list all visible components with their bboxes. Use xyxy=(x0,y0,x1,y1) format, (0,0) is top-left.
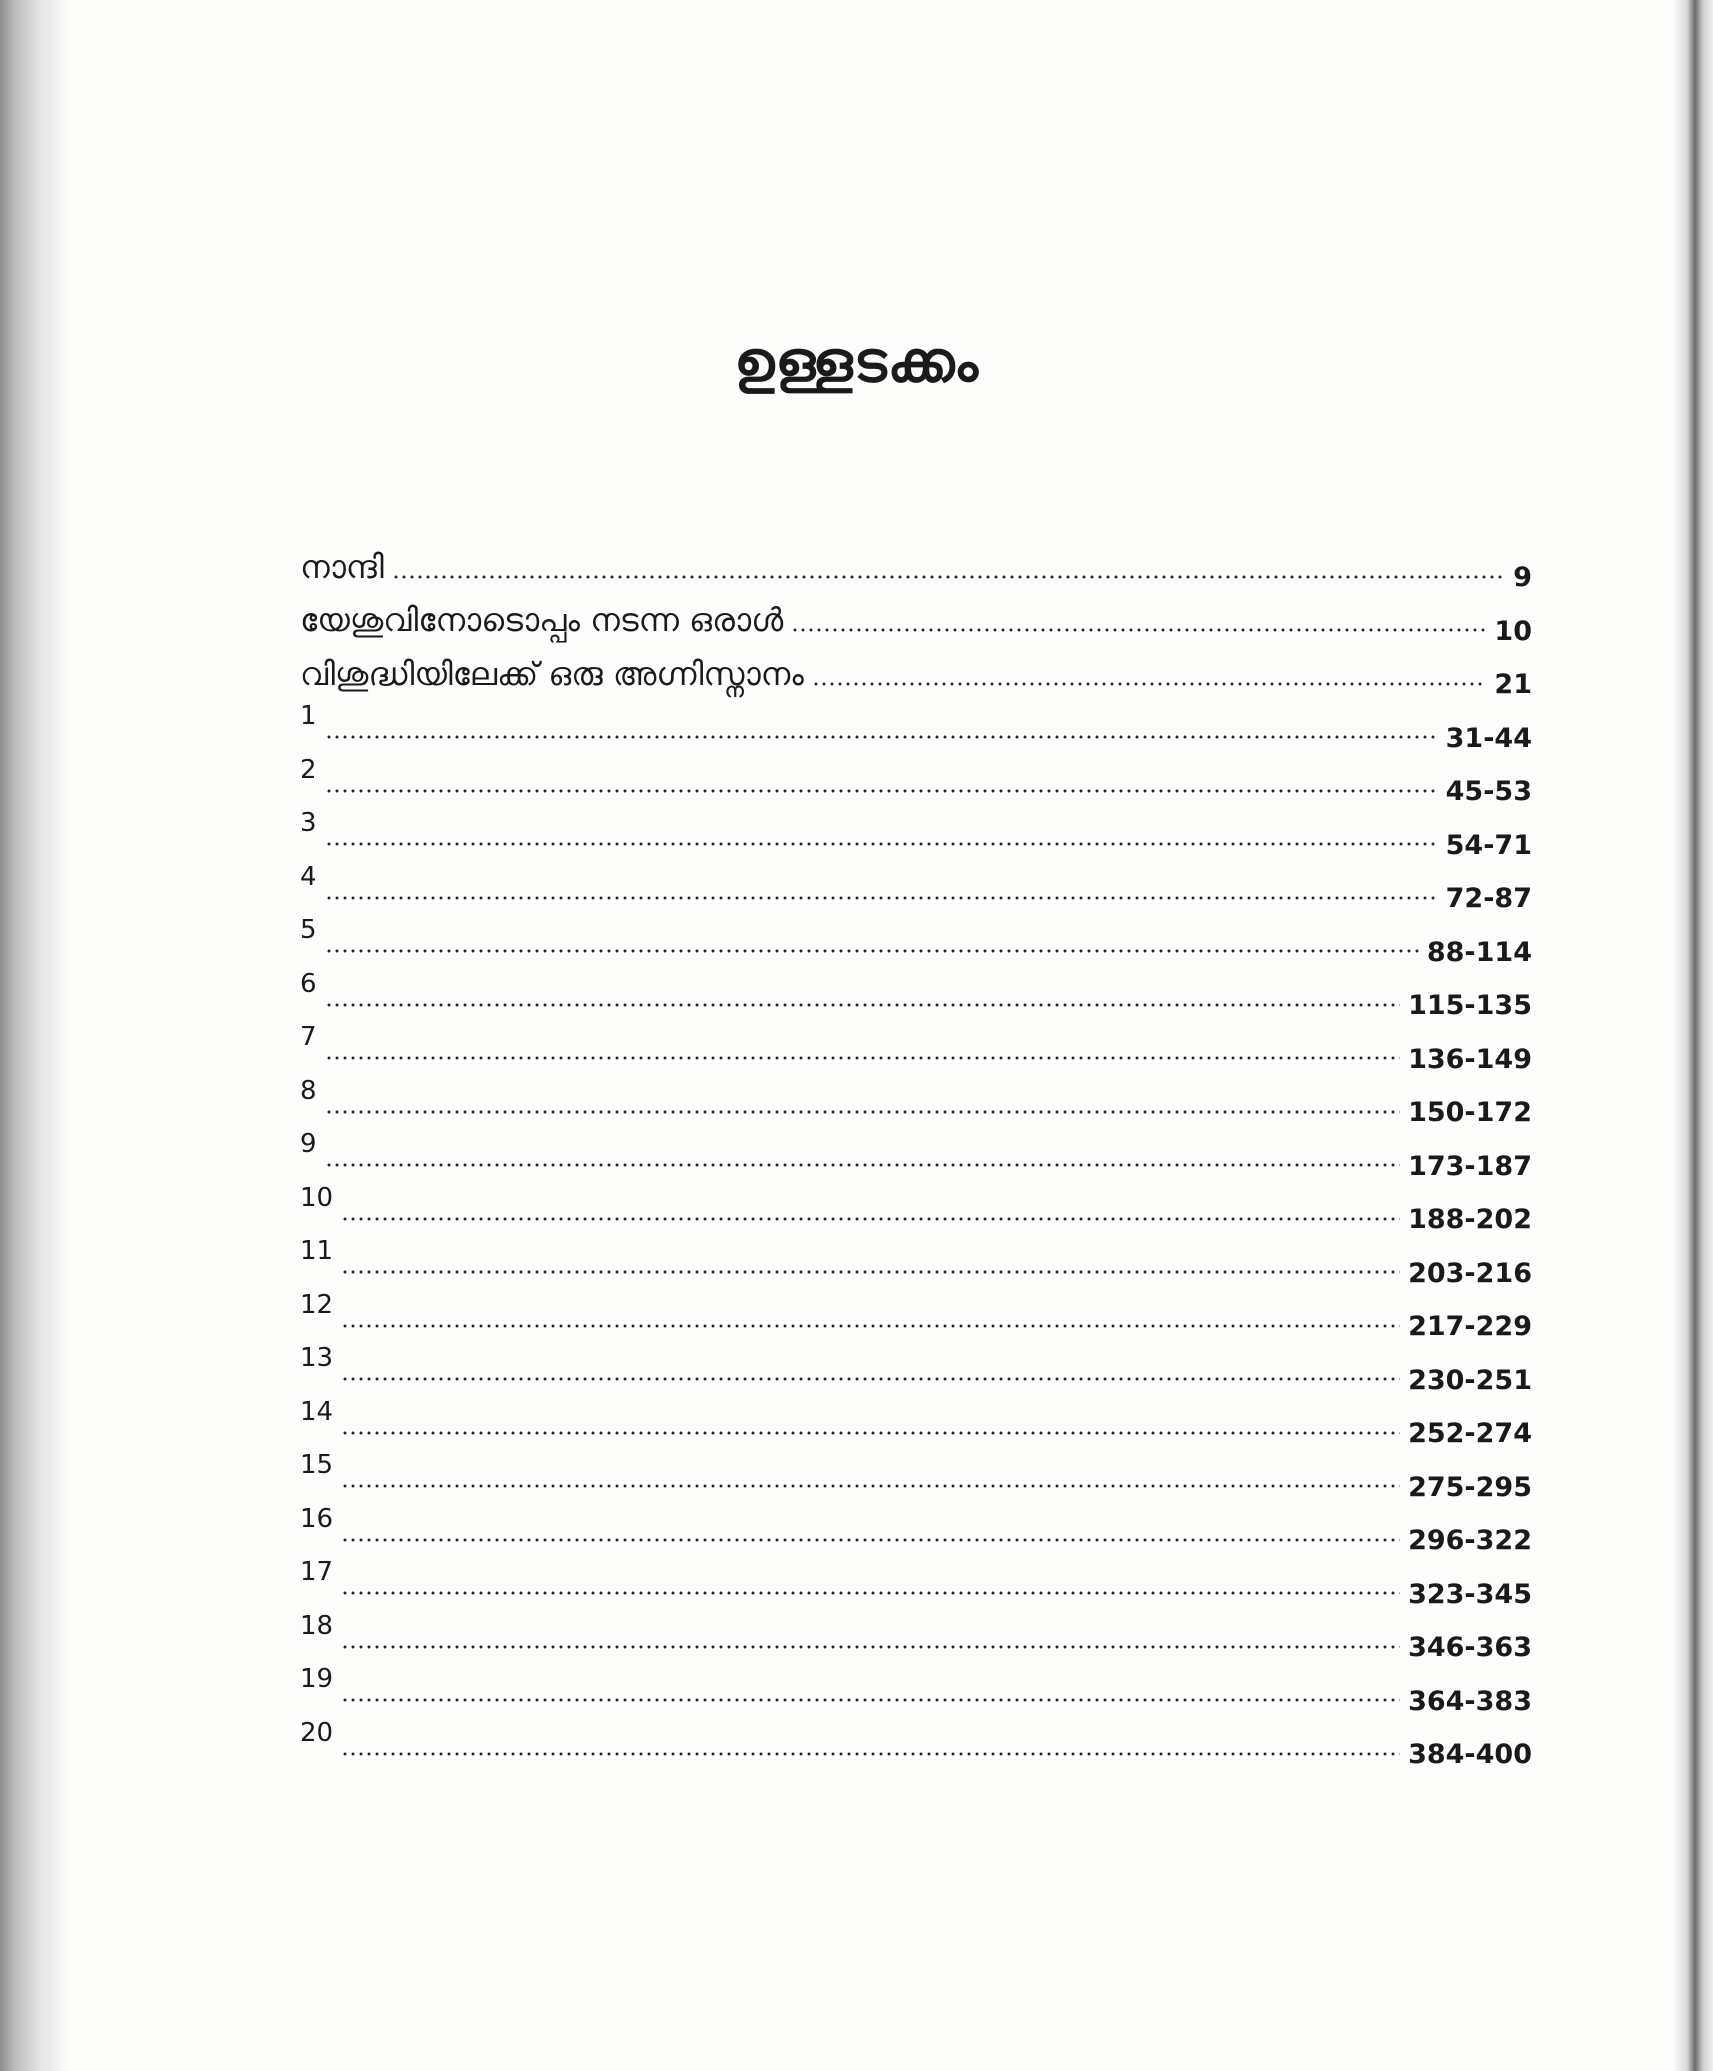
toc-entry-label: 4 xyxy=(300,861,317,892)
toc-entry xyxy=(300,1121,1532,1182)
toc-entry-label: 9 xyxy=(300,1129,317,1160)
toc-entry-label: 1 xyxy=(300,701,317,732)
toc-entry-pages: 150-172 xyxy=(1408,1097,1532,1129)
dot-leader xyxy=(341,1430,1400,1436)
toc-entry-label: വിശുദ്ധിയിലേക്ക് ഒരു അഗ്നിസ്നാനം xyxy=(300,654,804,693)
dot-leader xyxy=(341,1751,1400,1757)
toc-entry-pages: 275-295 xyxy=(1408,1471,1532,1503)
toc-entry xyxy=(300,1709,1532,1771)
dot-leader xyxy=(325,1055,1401,1061)
toc-entry-pages: 296-322 xyxy=(1408,1525,1532,1557)
toc-entry-label: 18 xyxy=(300,1610,334,1641)
dot-leader xyxy=(341,1537,1400,1543)
toc-entry-pages: 31-44 xyxy=(1445,722,1532,754)
dot-leader xyxy=(325,1109,1401,1115)
toc-entry-label: 7 xyxy=(300,1022,317,1053)
toc-entry-label: 11 xyxy=(300,1236,334,1267)
dot-leader xyxy=(325,1002,1401,1008)
toc-entry xyxy=(300,1602,1532,1664)
dot-leader xyxy=(341,1697,1400,1703)
toc-entry-label: 15 xyxy=(300,1450,334,1481)
toc-entry-pages: 364-383 xyxy=(1408,1685,1532,1717)
toc-entry xyxy=(300,1281,1532,1343)
toc-entry xyxy=(300,1228,1532,1289)
toc-entry-pages: 230-251 xyxy=(1408,1364,1532,1396)
toc-entry-pages: 136-149 xyxy=(1408,1043,1532,1075)
toc-entry-pages: 9 xyxy=(1513,562,1532,594)
toc-entry xyxy=(300,1495,1532,1557)
dot-leader xyxy=(341,1644,1400,1650)
toc-entry-pages: 384-400 xyxy=(1408,1739,1532,1771)
toc-entry-label: 10 xyxy=(300,1182,334,1213)
toc-entry-label: 13 xyxy=(300,1343,334,1374)
toc-entry-pages: 346-363 xyxy=(1408,1632,1532,1664)
toc-entry-pages: 115-135 xyxy=(1408,990,1532,1022)
toc-entry-label: 16 xyxy=(300,1503,334,1534)
toc-entry-label: 6 xyxy=(300,968,317,999)
toc-entry-label: 19 xyxy=(300,1664,334,1695)
toc-entry xyxy=(300,1014,1532,1075)
toc-entry xyxy=(300,1442,1532,1503)
dot-leader xyxy=(341,1483,1400,1489)
toc-entry-label: 12 xyxy=(300,1289,334,1320)
toc-entry xyxy=(300,960,1532,1022)
toc-entry-label: 8 xyxy=(300,1075,317,1106)
toc-entry-label: 5 xyxy=(300,915,317,946)
dot-leader xyxy=(325,788,1438,794)
scan-shadow-left xyxy=(0,0,70,2071)
dot-leader xyxy=(341,1590,1400,1596)
toc-entry-pages: 203-216 xyxy=(1408,1257,1532,1289)
dot-leader xyxy=(341,1323,1400,1329)
dot-leader xyxy=(791,627,1486,633)
toc-entry xyxy=(300,586,1532,647)
toc-entry-label: നാന്ദി xyxy=(300,547,384,586)
toc-entry xyxy=(300,639,1532,701)
toc-entry-label: 14 xyxy=(300,1396,334,1427)
toc-entry xyxy=(300,1067,1532,1129)
toc-entry-pages: 188-202 xyxy=(1408,1204,1532,1236)
toc-entry xyxy=(300,800,1532,861)
toc-entry-pages: 21 xyxy=(1494,669,1532,701)
dot-leader xyxy=(341,1216,1400,1222)
toc-entry-pages: 88-114 xyxy=(1426,936,1532,968)
toc-entry-label: 17 xyxy=(300,1557,334,1588)
toc-entry xyxy=(300,1174,1532,1236)
page-title: ഉള്ളടക്കം xyxy=(734,330,979,395)
toc-entry-pages: 10 xyxy=(1494,615,1532,647)
dot-leader xyxy=(341,1376,1400,1382)
dot-leader xyxy=(325,895,1438,901)
dot-leader xyxy=(341,1269,1400,1275)
toc-entry-label: 3 xyxy=(300,808,317,839)
toc-entry-pages: 45-53 xyxy=(1445,776,1532,808)
toc-entry-pages: 173-187 xyxy=(1408,1150,1532,1182)
table-of-contents xyxy=(300,532,1532,1771)
toc-entry xyxy=(300,1335,1532,1396)
toc-entry xyxy=(300,1388,1532,1450)
dot-leader xyxy=(812,681,1487,687)
scan-page-edge-right xyxy=(1673,0,1713,2071)
toc-entry xyxy=(300,532,1532,594)
toc-entry-pages: 72-87 xyxy=(1445,883,1532,915)
toc-entry xyxy=(300,907,1532,968)
toc-entry xyxy=(300,746,1532,808)
dot-leader xyxy=(325,948,1419,954)
toc-entry xyxy=(300,853,1532,915)
toc-entry-label: 2 xyxy=(300,754,317,785)
dot-leader xyxy=(325,734,1438,740)
toc-entry xyxy=(300,1549,1532,1610)
toc-entry-label: 20 xyxy=(300,1717,334,1748)
dot-leader xyxy=(325,1162,1401,1168)
toc-entry xyxy=(300,693,1532,754)
toc-entry-pages: 217-229 xyxy=(1408,1311,1532,1343)
dot-leader xyxy=(392,574,1505,580)
toc-entry-label: യേശുവിനോടൊപ്പം നടന്ന ഒരാൾ xyxy=(300,601,784,640)
dot-leader xyxy=(325,841,1438,847)
toc-entry-pages: 54-71 xyxy=(1445,829,1532,861)
toc-entry-pages: 252-274 xyxy=(1408,1418,1532,1450)
toc-entry xyxy=(300,1656,1532,1717)
toc-entry-pages: 323-345 xyxy=(1408,1578,1532,1610)
